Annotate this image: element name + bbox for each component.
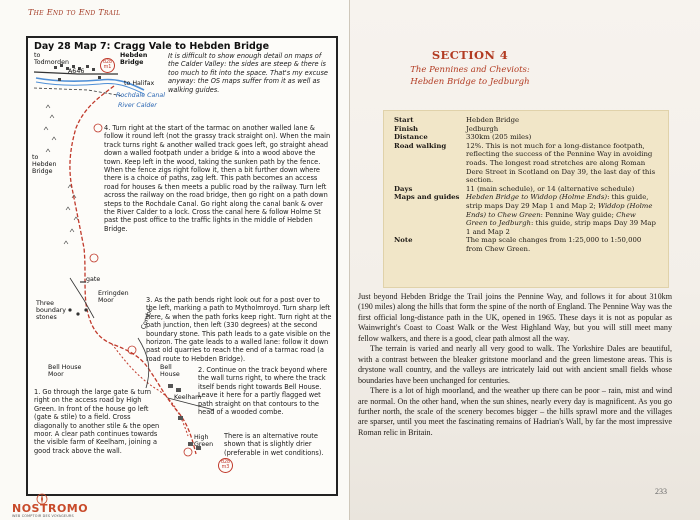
info-row bbox=[394, 116, 658, 125]
info-value-italic: Widdop (Holme Ends) to Chew Green bbox=[466, 201, 653, 219]
info-row bbox=[394, 193, 658, 236]
route-note-1: 1. Go through the large gate & turn right on the access road by High Green. In front of the house go left (gate & stile) to a field. Cross diagonally to another stile & the open moor. A clear path continues towards the visible farm of Keelham, joining a good track above the wall. bbox=[34, 388, 160, 455]
info-value: Jedburgh bbox=[466, 124, 499, 133]
label-to-halifax: to Halifax bbox=[124, 80, 155, 87]
section-title: SECTION 4 bbox=[431, 48, 509, 62]
label-road: A646 bbox=[68, 68, 85, 75]
nostromo-logo bbox=[4, 492, 89, 518]
info-key: Start bbox=[394, 116, 414, 124]
info-value: 12%. This is not much for a long-distance footpath, reflecting the success of the Pennine Way in avoiding roads. The longest road stretches are along Roman Dere Street in Scotland on Day 39, the last day of this section. bbox=[466, 141, 656, 185]
label-boundary-stones: Three boundary stones bbox=[36, 300, 67, 322]
route-note-4: 4. Turn right at the start of the tarmac on another walled lane & follow it round left (not the grassy track straight on). When the main track turns right & another walled track goes left, go straight ahead down a walled footpath under a bridge & into a wood above the town. Keep left in the wood, taking the sunken path by the fence. When the fence zigs right follow it, then a bit further down where there is a choice of paths, zag left. This path becomes an access road for houses & then meets a public road by the railway. Turn left across the railway on the road bridge, then go right on a path down steps to the Rochdale Canal. Go right along the canal bank & over the River Calder to a lock. Cross the canal here & follow Holme St past the post office to the traffic lights in the middle of Hebden Bridge. bbox=[104, 124, 331, 233]
logo-name: NOSTROMO bbox=[12, 502, 89, 515]
info-key: Finish bbox=[394, 124, 419, 133]
section-info-box bbox=[383, 110, 669, 288]
route-note-2: 2. Continue on the track beyond where the wall turns right, to where the track itself bends right towards Bell House. Leave it here for a partly flagged wet path straight on that contours to the head of a wooded combe. bbox=[198, 366, 328, 417]
info-value: Hebden Bridge bbox=[466, 116, 520, 124]
strip-map bbox=[26, 36, 338, 496]
map-continuation-badge: d28 m3 bbox=[218, 458, 233, 473]
info-row bbox=[394, 236, 658, 253]
map-continuation-badge: d28 m1 bbox=[100, 58, 115, 73]
label-bell-house-moor: Bell House Moor bbox=[48, 364, 82, 379]
info-key: Maps and guides bbox=[394, 193, 460, 202]
logo-tagline: WEB COMPTOIR DES VOYAGEURS bbox=[12, 514, 74, 518]
label-high-green: High Green bbox=[194, 434, 214, 449]
info-value bbox=[466, 193, 658, 236]
label-to-todmorden: to Todmorden bbox=[34, 52, 69, 67]
body-paragraph: The terrain is varied and nearly all very good to walk. The Yorkshire Dales are beautiful, with a contrast between the bleaker gritstone moorland and the green limestone areas. This is drystone wall country, and the valleys are intricately laid out with ancient small fields whose boundaries have been unchanged for centuries. bbox=[358, 344, 672, 385]
info-row bbox=[394, 125, 658, 134]
section-body-text bbox=[358, 292, 672, 438]
section-subtitle-line: The Pennines and Cheviots: bbox=[410, 65, 530, 75]
info-row bbox=[394, 142, 658, 185]
route-note-3: 3. As the path bends right look out for a post over to the left, marking a path to Mytholmroyd. Turn sharp left here, & when the path forks keep right. Turn right at the path junction, then left (330 degrees) at the second boundary stone. This path leads to a gate visible on the horizon. The gate leads to a walled lane: follow it down past old quarries to reach the end of a tarmac road (a road route to Hebden Bridge). bbox=[146, 296, 332, 363]
section-subtitle-line: Hebden Bridge to Jedburgh bbox=[410, 77, 530, 87]
label-combe: Combe bbox=[140, 307, 155, 331]
section-subtitle bbox=[370, 64, 570, 88]
label-erringden-moor: Erringden Moor bbox=[98, 290, 129, 305]
map-title: Day 28 Map 7: Cragg Vale to Hebden Bridge bbox=[34, 41, 270, 52]
info-row bbox=[394, 185, 658, 194]
info-value-italic: Chew Green to Jedburgh bbox=[466, 210, 636, 228]
info-value: 11 (main schedule), or 14 (alternative schedule) bbox=[466, 184, 635, 193]
alternative-route-note: There is an alternative route shown that is slightly drier (preferable in wet conditions). bbox=[224, 432, 324, 457]
label-bell-house: Bell House bbox=[160, 364, 180, 379]
info-value-italic: Hebden Bridge to Widdop (Holme Ends) bbox=[466, 193, 608, 202]
info-key: Distance bbox=[394, 133, 428, 142]
label-keelham: Keelham bbox=[174, 394, 202, 401]
info-value: The map scale changes from 1:25,000 to 1:50,000 from Chew Green. bbox=[466, 236, 642, 253]
info-row bbox=[394, 133, 658, 142]
label-hebden-bridge: Hebden Bridge bbox=[120, 52, 148, 67]
section-heading bbox=[370, 48, 570, 88]
map-intro-note: It is difficult to show enough detail on maps of the Calder Valley: the sides are steep & there is too much to fit into the space. That's my excuse anyway: the OS maps suffer from it as well as walking guides. bbox=[168, 52, 328, 94]
info-key: Note bbox=[394, 236, 413, 245]
label-gate: gate bbox=[86, 276, 101, 283]
info-key: Days bbox=[394, 184, 413, 193]
body-paragraph: There is a lot of high moorland, and the weather up there can be poor – rain, mist and wind are normal. On the other hand, when the sun shines, nearly every day is magnificent. As you go further north, the scale of the scenery becomes bigger – the hills sprawl more and the villages are sparser, until you meet the fascinating remains of Hadrian's Wall, by far the most impressive Roman relic in Britain. bbox=[358, 386, 672, 437]
label-rochdale-canal: Rochdale Canal bbox=[116, 92, 166, 99]
info-value: 330km (205 miles) bbox=[466, 133, 532, 142]
info-value-text: : Pennine Way guide; bbox=[540, 210, 617, 219]
info-value-text: : this guide, strip maps Day 39 Map 1 and Map 2 bbox=[466, 219, 656, 236]
info-value-text: : this guide, strip maps Day 29 Map 1 and Map 2; bbox=[466, 193, 649, 210]
label-to-hebden-bridge: to Hebden Bridge bbox=[32, 154, 57, 176]
body-paragraph: Just beyond Hebden Bridge the Trail joins the Pennine Way, and follows it for about 310km (190 miles) along the hills that form the spine of the north of England. The Pennine Way was the first official long-distance path in the UK, opened in 1965. These days it is not as popular as Wainwright's Coast to Coast Walk or the West Highland Way, but you will still meet many fellow walkers, and there is a good, clear path almost all the way. bbox=[358, 292, 672, 343]
info-key: Road walking bbox=[394, 141, 447, 150]
page-number: 233 bbox=[655, 487, 667, 496]
running-head: The End to End Trail bbox=[28, 8, 121, 17]
label-river-calder: River Calder bbox=[118, 102, 157, 109]
